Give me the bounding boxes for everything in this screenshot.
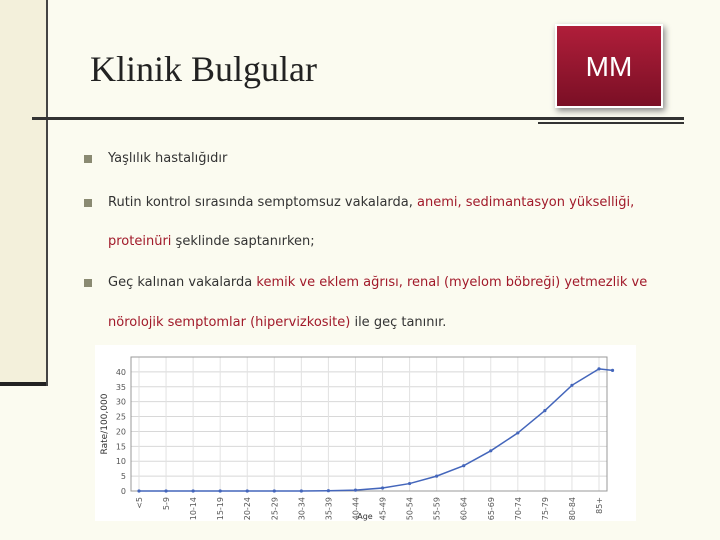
chart-data-point — [327, 489, 330, 492]
chart-y-tick-label: 35 — [115, 382, 126, 392]
chart-y-tick-label: 25 — [115, 412, 126, 422]
vertical-rule — [46, 0, 48, 386]
bullet-3-line-2 — [108, 313, 668, 333]
chart-x-tick-label: 20-24 — [243, 497, 253, 521]
chart-data-point — [381, 486, 384, 489]
chart-x-tick-label: 50-54 — [405, 497, 415, 521]
chart-data-point — [164, 489, 167, 492]
chart-x-tick-label: <5 — [135, 497, 144, 509]
chart-y-tick-label: 40 — [115, 367, 126, 377]
sidebar-rule — [0, 382, 48, 386]
chart-y-tick-label: 15 — [115, 442, 126, 452]
bullet-3-plain-2: ile geç tanınır. — [350, 315, 447, 330]
chart-x-axis-label: Age — [357, 512, 373, 521]
chart-x-tick-label: 30-34 — [297, 497, 307, 521]
chart-x-tick-label: 45-49 — [378, 497, 388, 521]
bullet-2-highlight: anemi, sedimantasyon yükselliği, — [417, 195, 635, 210]
bullet-3-plain: Geç kalınan vakalarda — [108, 275, 257, 290]
chart-x-tick-label: 75-79 — [540, 497, 550, 521]
bullet-2-line-1 — [108, 193, 668, 213]
chart-y-tick-label: 20 — [115, 427, 126, 437]
chart-data-point — [611, 369, 614, 372]
bullet-2-plain-2: şeklinde saptanırken; — [171, 234, 315, 249]
chart-data-point — [543, 409, 546, 412]
chart-x-tick-label: 85+ — [595, 497, 604, 514]
chart-x-tick-label: 40-44 — [351, 497, 361, 521]
chart-y-axis-label: Rate/100,000 — [100, 393, 110, 455]
bullet-2-line-2 — [108, 232, 668, 252]
chart-data-point — [489, 449, 492, 452]
chart-y-tick-label: 5 — [120, 472, 126, 482]
chart-data-point — [246, 489, 249, 492]
chart-data-point — [192, 489, 195, 492]
chart-data-point — [597, 367, 600, 370]
chart-x-tick-label: 10-14 — [189, 497, 199, 521]
chart-x-tick-label: 60-64 — [459, 497, 469, 521]
chart-plot-frame — [131, 357, 607, 491]
incidence-chart — [95, 345, 636, 521]
chart-x-tick-label: 70-74 — [513, 497, 523, 521]
chart-x-tick-label: 65-69 — [486, 497, 496, 521]
chart-x-tick-label: 80-84 — [567, 497, 577, 521]
chart-svg — [95, 345, 636, 521]
chart-y-tick-label: 30 — [115, 397, 126, 407]
bullet-3-line-1 — [108, 273, 668, 293]
chart-data-point — [408, 482, 411, 485]
chart-data-point — [300, 489, 303, 492]
bullet-2-highlight-2: proteinüri — [108, 234, 172, 249]
chart-x-tick-label: 15-19 — [216, 497, 226, 521]
chart-y-tick-label: 0 — [120, 487, 126, 496]
mm-logo: MM — [555, 24, 663, 108]
bullet-2-plain: Rutin kontrol sırasında semptomsuz vakalarda, — [108, 195, 418, 210]
bullet-1-label: Yaşlılık hastalığıdır — [108, 151, 228, 166]
slide-sidebar — [0, 0, 48, 382]
chart-data-point — [570, 384, 573, 387]
slide-title: Klinik Bulgular — [90, 49, 317, 89]
chart-x-tick-label: 55-59 — [432, 497, 442, 521]
chart-x-tick-label: 35-39 — [324, 497, 334, 521]
chart-data-point — [462, 464, 465, 467]
bullet-icon — [84, 279, 92, 287]
chart-data-point — [219, 489, 222, 492]
chart-data-point — [354, 489, 357, 492]
chart-data-point — [516, 431, 519, 434]
bullet-1-text — [108, 149, 668, 169]
chart-data-point — [273, 489, 276, 492]
chart-data-point — [435, 475, 438, 478]
bullet-3-highlight-2: nörolojik semptomlar (hipervizkosite) — [108, 315, 351, 330]
bullet-icon — [84, 199, 92, 207]
title-divider-accent — [538, 122, 684, 124]
chart-y-tick-label: 10 — [115, 457, 126, 467]
chart-x-tick-label: 25-29 — [270, 497, 280, 521]
bullet-icon — [84, 155, 92, 163]
title-divider — [32, 117, 684, 120]
chart-x-tick-label: 5-9 — [162, 497, 172, 511]
chart-data-point — [137, 489, 140, 492]
bullet-3-highlight: kemik ve eklem ağrısı, renal (myelom böbreği) yetmezlik ve — [256, 275, 648, 290]
